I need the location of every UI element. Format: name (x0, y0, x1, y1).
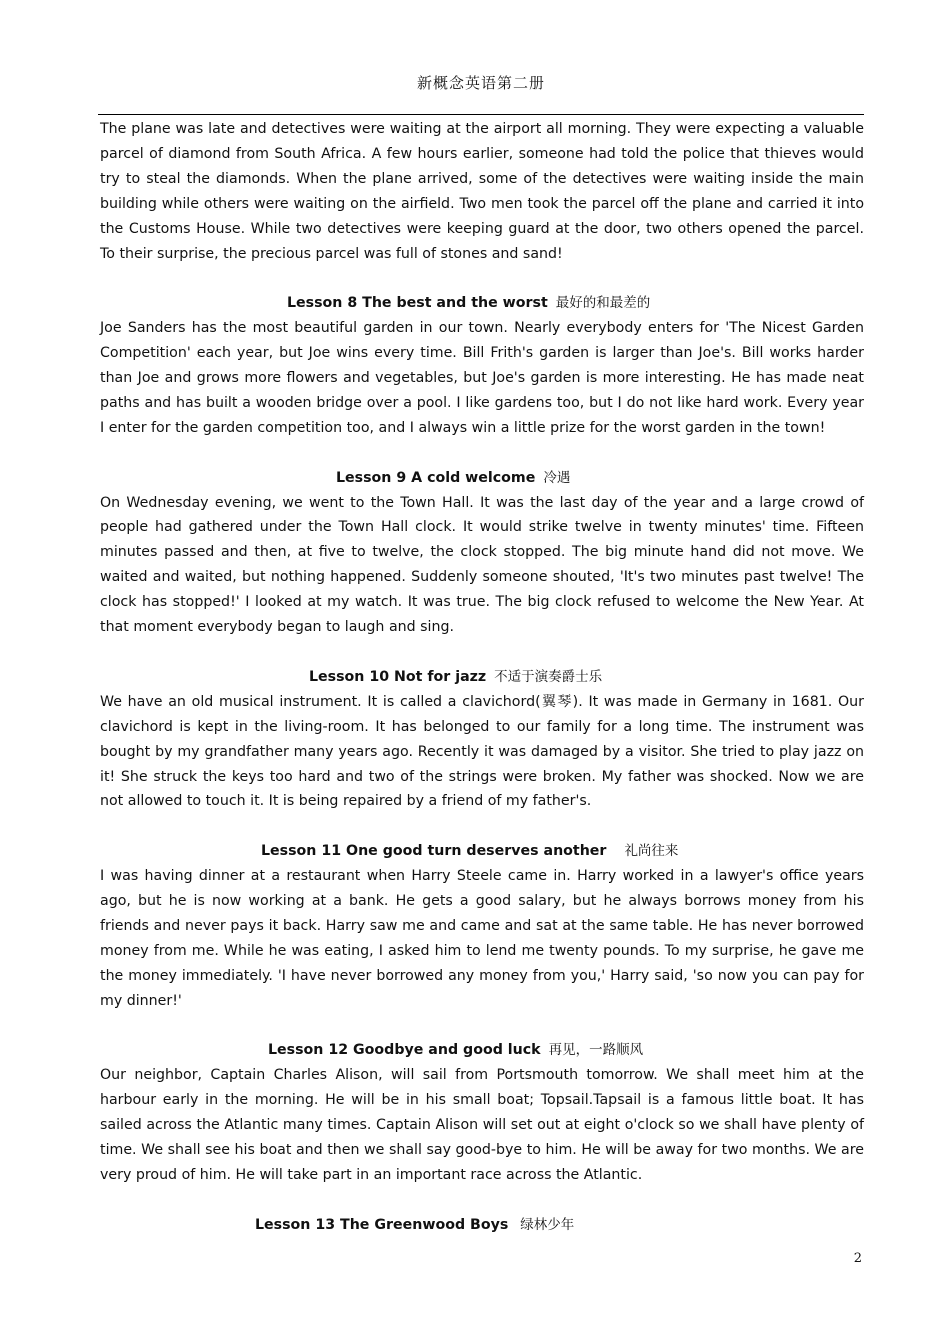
lesson-title: Lesson 9 A cold welcome (336, 469, 536, 486)
intro-paragraph: The plane was late and detectives were waiting at the airport all morning. They were expecting a valuable parcel of diamond from South Africa. A few hours earlier, someone had told the police that thieves would try to steal the diamonds. When the plane arrived, some of the detectives were waiting inside the main building while others were waiting on the airfield. Two men took the parcel off the plane and carried it into the Customs House. While two detectives were keeping guard at the door, two others opened the parcel. To their surprise, the precious parcel was full of stones and sand! (100, 121, 864, 262)
page-number: 2 (853, 1251, 862, 1266)
lesson-10-text: We have an old musical instrument. It is called a clavichord(翼琴). It was made in Germany in 1681. Our clavichord is kept in the living-room. It has belonged to our family for a long time. The instrument was bought by my grandfather many years ago. Recently it was damaged by a visitor. She tried to play jazz on it! She struck the keys too hard and two of the strings were broken. My father was shocked. Now we are not allowed to touch it. It is being repaired by a friend of my father's. (100, 693, 864, 810)
lesson-chinese-title: 再见，一路顺风 (548, 1042, 644, 1059)
lesson-12-text: Our neighbor, Captain Charles Alison, will sail from Portsmouth tomorrow. We shall meet him at the harbour early in the morning. He will be in his small boat; Topsail.Tapsail is a famous little boat. It has sailed across the Atlantic many times. Captain Alison will set out at eight o'clock so we shall have plenty of time. We shall see his boat and then we shall say good-bye to him. He will be away for two months. We are very proud of him. He will take part in an important race across the Atlantic. (100, 1067, 864, 1183)
lesson-title: Lesson 8 The best and the worst (287, 295, 548, 312)
lesson-title: Lesson 12 Goodbye and good luck (268, 1042, 541, 1059)
lesson-8-heading (100, 291, 864, 316)
lesson-title: Lesson 11 One good turn deserves another (261, 843, 607, 860)
lesson-9-text: On Wednesday evening, we went to the Town Hall. It was the last day of the year and a large crowd of people had gathered under the Town Hall clock. It would strike twelve in twenty minutes' time. Fifteen minutes passed and then, at five to twelve, the clock stopped. The big minute hand did not move. We waited and waited, but nothing happened. Suddenly someone shouted, 'It's two minutes past twelve! The clock has stopped!' I looked at my watch. It was true. The big clock refused to welcome the New Year. At that moment everybody began to laugh and sing. (100, 494, 864, 636)
lesson-8-text: Joe Sanders has the most beautiful garden in our town. Nearly everybody enters for 'The Nicest Garden Competition' each year, but Joe wins every time. Bill Frith's garden is larger than Joe's. Bill works harder than Joe and grows more flowers and vegetables, but Joe's garden is more interesting. He has made neat paths and has built a wooden bridge over a pool. I like gardens too, but I do not like hard work. Every year I enter for the garden competition too, and I always win a little prize for the worst garden in the town! (100, 320, 864, 436)
document-body (100, 117, 864, 1238)
lesson-11-heading (100, 839, 864, 864)
lesson-chinese-title: 不适于演奏爵士乐 (494, 668, 603, 685)
lesson-10-heading (100, 665, 864, 690)
lesson-11-text: I was having dinner at a restaurant when Harry Steele came in. Harry worked in a lawyer's office years ago, but he is now working at a bank. He gets a good salary, but he always borrows money from his friends and never pays it back. Harry saw me and came and sat at the same table. He has never borrowed money from me. While he was eating, I asked him to lend me twenty pounds. To my surprise, he gave me the money immediately. 'I have never borrowed any money from you,' Harry said, 'so now you can pay for my dinner!' (100, 868, 864, 1009)
lesson-chinese-title: 礼尚往来 (624, 843, 679, 860)
header-divider (98, 114, 864, 115)
lesson-chinese-title: 冷遇 (543, 469, 571, 486)
lesson-12-heading (100, 1038, 864, 1063)
lesson-13-heading (100, 1213, 864, 1238)
lesson-title: Lesson 10 Not for jazz (309, 668, 487, 685)
lesson-title: Lesson 13 The Greenwood Boys (255, 1216, 509, 1233)
lesson-9-heading (100, 466, 864, 491)
lesson-chinese-title: 绿林少年 (520, 1216, 575, 1233)
lesson-chinese-title: 最好的和最差的 (555, 295, 651, 312)
page-header-title: 新概念英语第二册 (416, 74, 545, 92)
